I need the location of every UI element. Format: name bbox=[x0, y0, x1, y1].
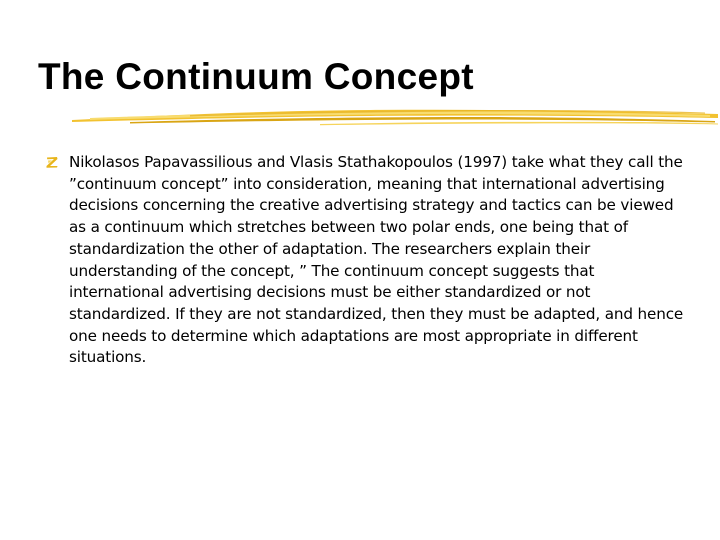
slide-title: The Continuum Concept bbox=[38, 56, 474, 97]
title-underline-brushstroke bbox=[70, 102, 720, 132]
bullet-body-text: Nikolasos Papavassilious and Vlasis Stathakopoulos (1997) take what they call the ”continuum concept” into consideration, meaning that international advertising decisions concerning the creative advertising strategy and tactics can be viewed as a continuum which stretches between two polar ends, one being that of standardization the other of adaptation. The researchers explain their understanding of the concept, ” The continuum concept suggests that international advertising decisions must be either standardized or not standardized. If they are not standardized, then they must be adapted, and hence one needs to determine which adaptations are most appropriate in different situations. bbox=[69, 153, 684, 367]
bullet-item bbox=[45, 152, 685, 369]
z-bullet-icon bbox=[45, 155, 59, 169]
